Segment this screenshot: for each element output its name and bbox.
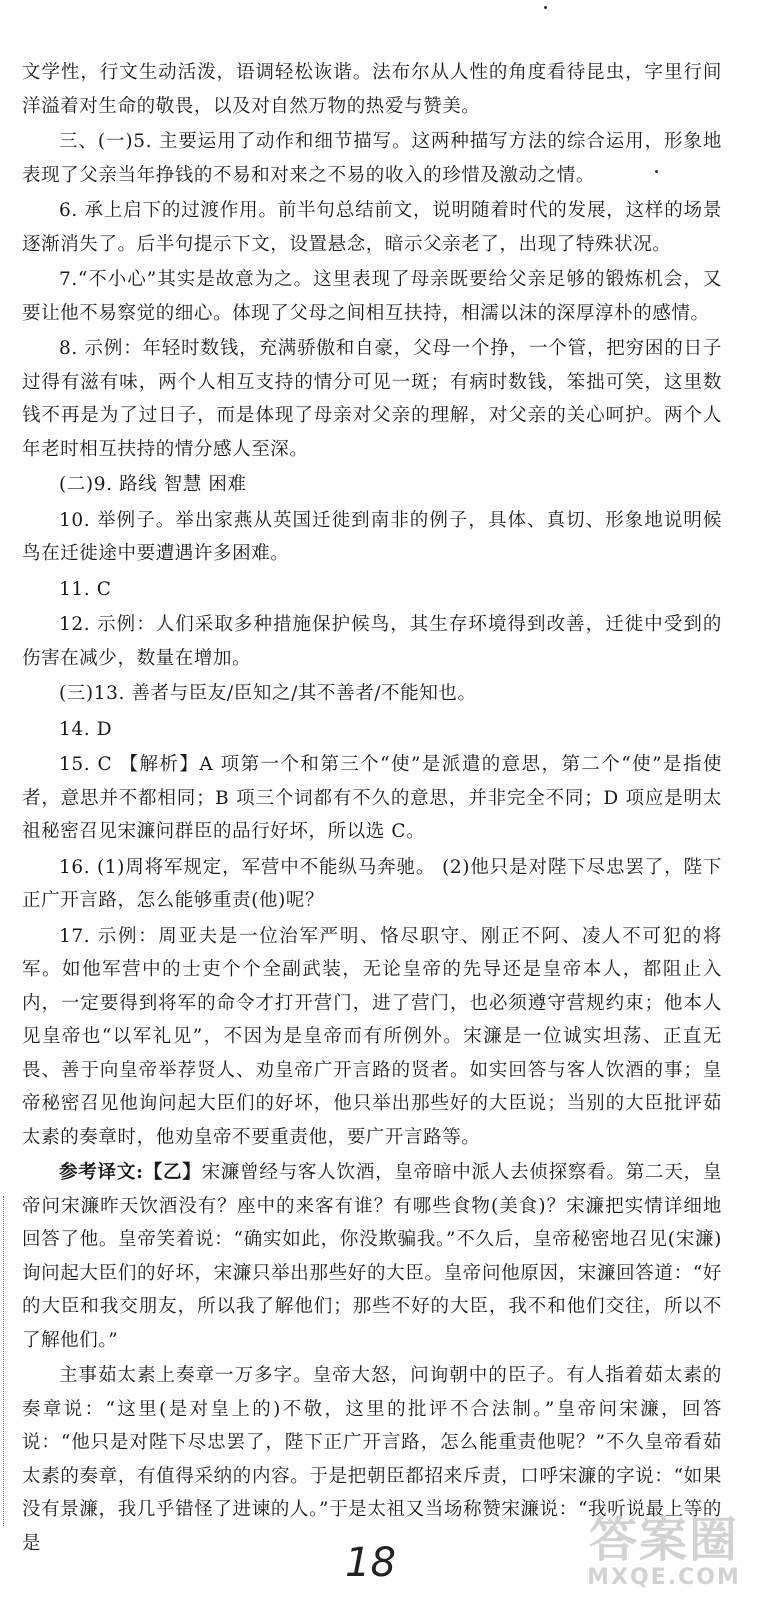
- answer-q6: 6. 承上启下的过渡作用。前半句总结前文，说明随着时代的发展，这样的场景逐渐消失了。后半句提示下文，设置悬念，暗示父亲老了，出现了特殊状况。: [22, 200, 722, 255]
- answer-q13: (三)13. 善者与臣友/臣知之/其不善者/不能知也。: [59, 683, 477, 704]
- answer-q17: 17. 示例：周亚夫是一位治军严明、恪尽职守、刚正不阿、凌人不可犯的将军。如他军营中的士吏个个全副武装，无论皇帝的先导还是皇帝本人，都阻止入内，一定要得到将军的命令才打开营门，进了营门，也必须遵守营规约束；他本人见皇帝也“以军礼见”，不因为是皇帝而有所例外。宋濂是一位诚实坦荡、正直无畏、善于向皇帝举荐贤人、劝皇帝广开言路的贤者。如实回答与客人饮酒的事；皇帝秘密召见他询问起大臣们的好坏，他只举出那些好的大臣说；当别的大臣批评茹太素的奏章时，他劝皇帝不要重责他，要广开言路等。: [22, 925, 722, 1148]
- answer-q15: 15. C 【解析】A 项第一个和第三个“使”是派遣的意思，第二个“使”是指使者，意思并不都相同；B 项三个词都有不久的意思，并非完全不同；D 项应是明太祖秘密召见宋濂问群臣的品行好坏，所以选 C。: [22, 754, 722, 842]
- scan-speck: [544, 6, 547, 9]
- page-number: 18: [345, 1540, 396, 1586]
- answer-q9: (二)9. 路线 智慧 困难: [59, 474, 247, 495]
- answer-q8: 8. 示例：年轻时数钱，充满骄傲和自豪，父母一个挣，一个管，把穷困的日子过得有滋有味，两个人相互支持的情分可见一斑；有病时数钱，笨拙可笑，这里数钱不再是为了过日子，而是体现了母亲对父亲的理解，对父亲的关心呵护。两个人年老时相互扶持的情分感人至深。: [22, 338, 722, 460]
- answer-q16: 16. (1)周将军规定，军营中不能纵马奔驰。 (2)他只是对陛下尽忠罢了，陛下正广开言路，怎么能够重责(他)呢？: [22, 856, 722, 911]
- paragraph-continuation: 文学性，行文生动活泼，语调轻松诙谐。法布尔从人性的角度看待昆虫，字里行间洋溢着对生命的敬畏，以及对自然万物的热爱与赞美。: [22, 62, 722, 117]
- binding-edge-marks: [3, 1196, 12, 1526]
- answer-q11: 11. C: [59, 578, 112, 600]
- answer-q5: 三、(一)5. 主要运用了动作和细节描写。这两种描写方法的综合运用，形象地表现了父亲当年挣钱的不易和对来之不易的收入的珍惜及激动之情。: [22, 131, 722, 186]
- watermark-text: 答案圈: [588, 1512, 739, 1568]
- watermark-url: MXQE.COM: [587, 1565, 741, 1590]
- reference-translation-continued: 主事茹太素上奏章一万多字。皇帝大怒，问询朝中的臣子。有人指着茹太素的奏章说：“这里(是对皇上的)不敬，这里的批评不合法制。”皇帝问宋濂，回答说：“他只是对陛下尽忠罢了，陛下正广开言路，怎么能重责他呢？”不久皇帝看茹太素的奏章，有值得采纳的内容。于是把朝臣都招来斥责，口呼宋濂的字说：“如果没有景濂，我几乎错怪了进谏的人。”于是太祖又当场称赞宋濂说：“我听说最上等的是: [22, 1365, 722, 1554]
- reference-translation: 参考译文:【乙】宋濂曾经与客人饮酒，皇帝暗中派人去侦探察看。第二天，皇帝问宋濂昨天饮酒没有？座中的来客有谁？有哪些食物(美食)？宋濂把实情详细地回答了他。皇帝笑着说：“确实如此，你没欺骗我。”不久后，皇帝秘密地召见(宋濂)询问起大臣们的好坏，宋濂只举出那些好的大臣。皇帝问他原因，宋濂回答道：“好的大臣和我交朋友，所以我了解他们；那些不好的大臣，我不和他们交往，所以不了解他们。”: [22, 1162, 723, 1351]
- answer-text-body: [22, 56, 722, 1560]
- watermark-logo: [559, 1514, 769, 1594]
- answer-q14: 14. D: [59, 718, 113, 740]
- answer-q12: 12. 示例：人们采取多种措施保护候鸟，其生存环境得到改善，迁徙中受到的伤害在减少，数量在增加。: [22, 614, 722, 669]
- translation-label: 参考译文:【乙】: [59, 1162, 202, 1183]
- scan-speck: [655, 170, 658, 173]
- answer-q7: 7.“不小心”其实是故意为之。这里表现了母亲既要给父亲足够的锻炼机会，又要让他不易察觉的细心。体现了父母之间相互扶持，相濡以沫的深厚淳朴的感情。: [22, 269, 722, 324]
- answer-q10: 10. 举例子。举出家燕从英国迁徙到南非的例子，具体、真切、形象地说明候鸟在迁徙途中要遭遇许多困难。: [22, 509, 722, 564]
